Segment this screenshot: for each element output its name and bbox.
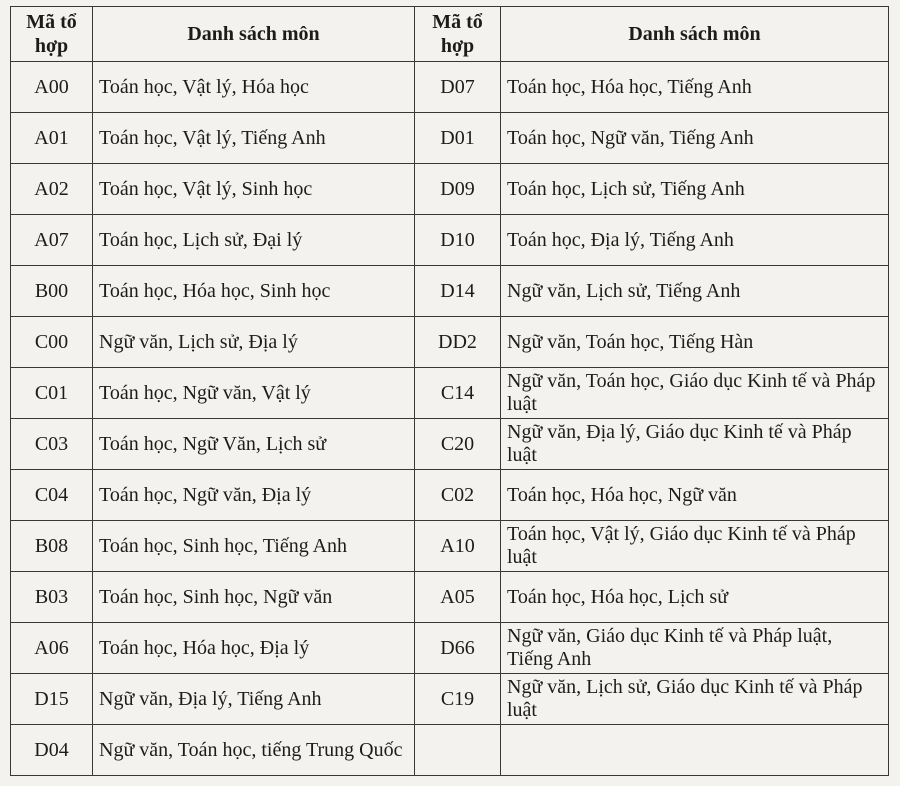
subjects-left-cell: Toán học, Vật lý, Tiếng Anh bbox=[93, 113, 415, 164]
table-row bbox=[11, 521, 889, 572]
table-header-row bbox=[11, 7, 889, 62]
header-subjects-right: Danh sách môn bbox=[501, 7, 889, 62]
code-right-cell: C14 bbox=[415, 368, 501, 419]
subjects-left-cell: Toán học, Hóa học, Sinh học bbox=[93, 266, 415, 317]
code-right-cell: D09 bbox=[415, 164, 501, 215]
subjects-left-cell: Toán học, Ngữ văn, Địa lý bbox=[93, 470, 415, 521]
code-left-cell: C04 bbox=[11, 470, 93, 521]
code-right-cell: D10 bbox=[415, 215, 501, 266]
subjects-right-cell: Ngữ văn, Lịch sử, Tiếng Anh bbox=[501, 266, 889, 317]
subjects-left-cell: Toán học, Ngữ Văn, Lịch sử bbox=[93, 419, 415, 470]
code-right-cell: D66 bbox=[415, 623, 501, 674]
subjects-right-cell: Ngữ văn, Lịch sử, Giáo dục Kinh tế và Pháp luật bbox=[501, 674, 889, 725]
subjects-left-cell: Toán học, Vật lý, Sinh học bbox=[93, 164, 415, 215]
code-right-cell: A10 bbox=[415, 521, 501, 572]
subjects-left-cell: Toán học, Sinh học, Ngữ văn bbox=[93, 572, 415, 623]
subjects-left-cell: Ngữ văn, Toán học, tiếng Trung Quốc bbox=[93, 725, 415, 776]
subjects-left-cell: Toán học, Ngữ văn, Vật lý bbox=[93, 368, 415, 419]
code-left-cell: B03 bbox=[11, 572, 93, 623]
code-left-cell: A02 bbox=[11, 164, 93, 215]
subjects-right-cell: Toán học, Địa lý, Tiếng Anh bbox=[501, 215, 889, 266]
subjects-left-cell: Toán học, Lịch sử, Đại lý bbox=[93, 215, 415, 266]
table-row bbox=[11, 62, 889, 113]
table-row bbox=[11, 623, 889, 674]
code-right-cell: C20 bbox=[415, 419, 501, 470]
subjects-right-cell: Ngữ văn, Toán học, Tiếng Hàn bbox=[501, 317, 889, 368]
code-left-cell: C03 bbox=[11, 419, 93, 470]
code-left-cell: B00 bbox=[11, 266, 93, 317]
code-right-cell: D01 bbox=[415, 113, 501, 164]
code-left-cell: A01 bbox=[11, 113, 93, 164]
code-left-cell: B08 bbox=[11, 521, 93, 572]
subjects-right-cell: Toán học, Hóa học, Lịch sử bbox=[501, 572, 889, 623]
header-subjects-left: Danh sách môn bbox=[93, 7, 415, 62]
subjects-right-cell: Ngữ văn, Địa lý, Giáo dục Kinh tế và Pháp luật bbox=[501, 419, 889, 470]
table-row bbox=[11, 368, 889, 419]
subjects-right-cell bbox=[501, 725, 889, 776]
subjects-left-cell: Toán học, Sinh học, Tiếng Anh bbox=[93, 521, 415, 572]
header-code-right: Mã tổ hợp bbox=[415, 7, 501, 62]
table-row bbox=[11, 674, 889, 725]
code-left-cell: A00 bbox=[11, 62, 93, 113]
code-right-cell bbox=[415, 725, 501, 776]
subjects-right-cell: Toán học, Lịch sử, Tiếng Anh bbox=[501, 164, 889, 215]
subjects-left-cell: Ngữ văn, Lịch sử, Địa lý bbox=[93, 317, 415, 368]
subjects-right-cell: Toán học, Hóa học, Tiếng Anh bbox=[501, 62, 889, 113]
table-row bbox=[11, 215, 889, 266]
table-row bbox=[11, 725, 889, 776]
code-right-cell: C19 bbox=[415, 674, 501, 725]
code-left-cell: D04 bbox=[11, 725, 93, 776]
document-page bbox=[10, 6, 888, 782]
table-row bbox=[11, 266, 889, 317]
subjects-left-cell: Toán học, Vật lý, Hóa học bbox=[93, 62, 415, 113]
code-right-cell: C02 bbox=[415, 470, 501, 521]
table-row bbox=[11, 572, 889, 623]
table-row bbox=[11, 470, 889, 521]
code-right-cell: DD2 bbox=[415, 317, 501, 368]
header-code-left: Mã tổ hợp bbox=[11, 7, 93, 62]
subject-combination-table bbox=[10, 6, 889, 776]
code-right-cell: D14 bbox=[415, 266, 501, 317]
subjects-right-cell: Ngữ văn, Toán học, Giáo dục Kinh tế và Pháp luật bbox=[501, 368, 889, 419]
subjects-left-cell: Ngữ văn, Địa lý, Tiếng Anh bbox=[93, 674, 415, 725]
code-left-cell: A07 bbox=[11, 215, 93, 266]
code-right-cell: D07 bbox=[415, 62, 501, 113]
table-row bbox=[11, 164, 889, 215]
code-left-cell: A06 bbox=[11, 623, 93, 674]
code-left-cell: C01 bbox=[11, 368, 93, 419]
subjects-left-cell: Toán học, Hóa học, Địa lý bbox=[93, 623, 415, 674]
table-row bbox=[11, 113, 889, 164]
table-row bbox=[11, 317, 889, 368]
subjects-right-cell: Toán học, Ngữ văn, Tiếng Anh bbox=[501, 113, 889, 164]
code-right-cell: A05 bbox=[415, 572, 501, 623]
code-left-cell: C00 bbox=[11, 317, 93, 368]
subjects-right-cell: Ngữ văn, Giáo dục Kinh tế và Pháp luật, Tiếng Anh bbox=[501, 623, 889, 674]
subjects-right-cell: Toán học, Vật lý, Giáo dục Kinh tế và Pháp luật bbox=[501, 521, 889, 572]
subjects-right-cell: Toán học, Hóa học, Ngữ văn bbox=[501, 470, 889, 521]
code-left-cell: D15 bbox=[11, 674, 93, 725]
table-row bbox=[11, 419, 889, 470]
